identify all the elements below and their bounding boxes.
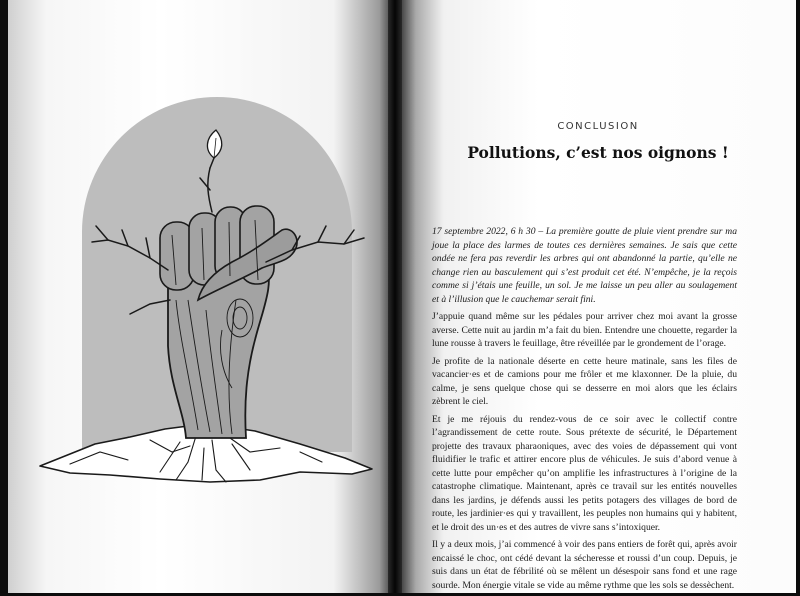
paragraph: Et je me réjouis du rendez-vous de ce soir avec le collectif contre l’agrandissement de cette route. Sous prétexte de sécurité, le Département projette des travaux pharaoniques, avec des voies de dépassement qui vont fluidifier le trafic et attirer encore plus de véhicules. Je suis d’abord venue à cette lutte pour empêcher qu’on amplifie les infrastructures à l’origine de la catastrophe climatique. Maintenant, après ce travail sur les entités nouvelles dans les jardins, je défends aussi les petits potagers des villages de bord de route, les jardinier·es qui y travaillent, les peuples non humains qui y habitent, et le droit des un·es et des autres de vivre sans s’intoxiquer. xyxy=(432,413,737,533)
paragraph: Il y a deux mois, j’ai commencé à voir des pans entiers de forêt qui, après avoir encaissé le choc, ont cédé devant la sécheresse et roussi d’un coup. Depuis, je suis dans un état de fébrilité où se mêlent un désespoir sans fond et une rage sourde. Mon énergie vitale se vide au même rythme que les sols se dessèchent. xyxy=(432,539,737,591)
paragraph: J’appuie quand même sur les pédales pour arriver chez moi avant la grosse averse. Cette nuit au jardin m’a fait du bien. Entendre une chouette, regarder la lune rousse à travers le feuillage, être réveillée par le grondement de l’orage. xyxy=(432,311,737,349)
chapter-title: Pollutions, c’est nos oignons ! xyxy=(467,143,729,162)
paragraph: Je profite de la nationale déserte en cette heure matinale, sans les files de vacancier·es et de camions pour me frôler et me klaxonner. De la pluie, du calme, je sens quelque chose qui se desserre en moi alors que les éclairs zèbrent le ciel. xyxy=(432,355,737,407)
chapter-body xyxy=(432,225,737,596)
paragraph: 17 septembre 2022, 6 h 30 – La première goutte de pluie vient prendre sur ma joue la place des larmes de toutes ces dernières semaines. Je sais que cette ondée ne fera pas reverdir les arbres qui ont abandonné la partie, qu’elle ne change rien au basculement qui s’est produit cet été. N’empêche, je la reçois comme si j’étais une feuille, un sol. Je me laisse un peu aller au soulagement et à l’illusion que le cauchemar serait fini. xyxy=(432,226,737,305)
chapter-label: CONCLUSION xyxy=(557,121,639,132)
